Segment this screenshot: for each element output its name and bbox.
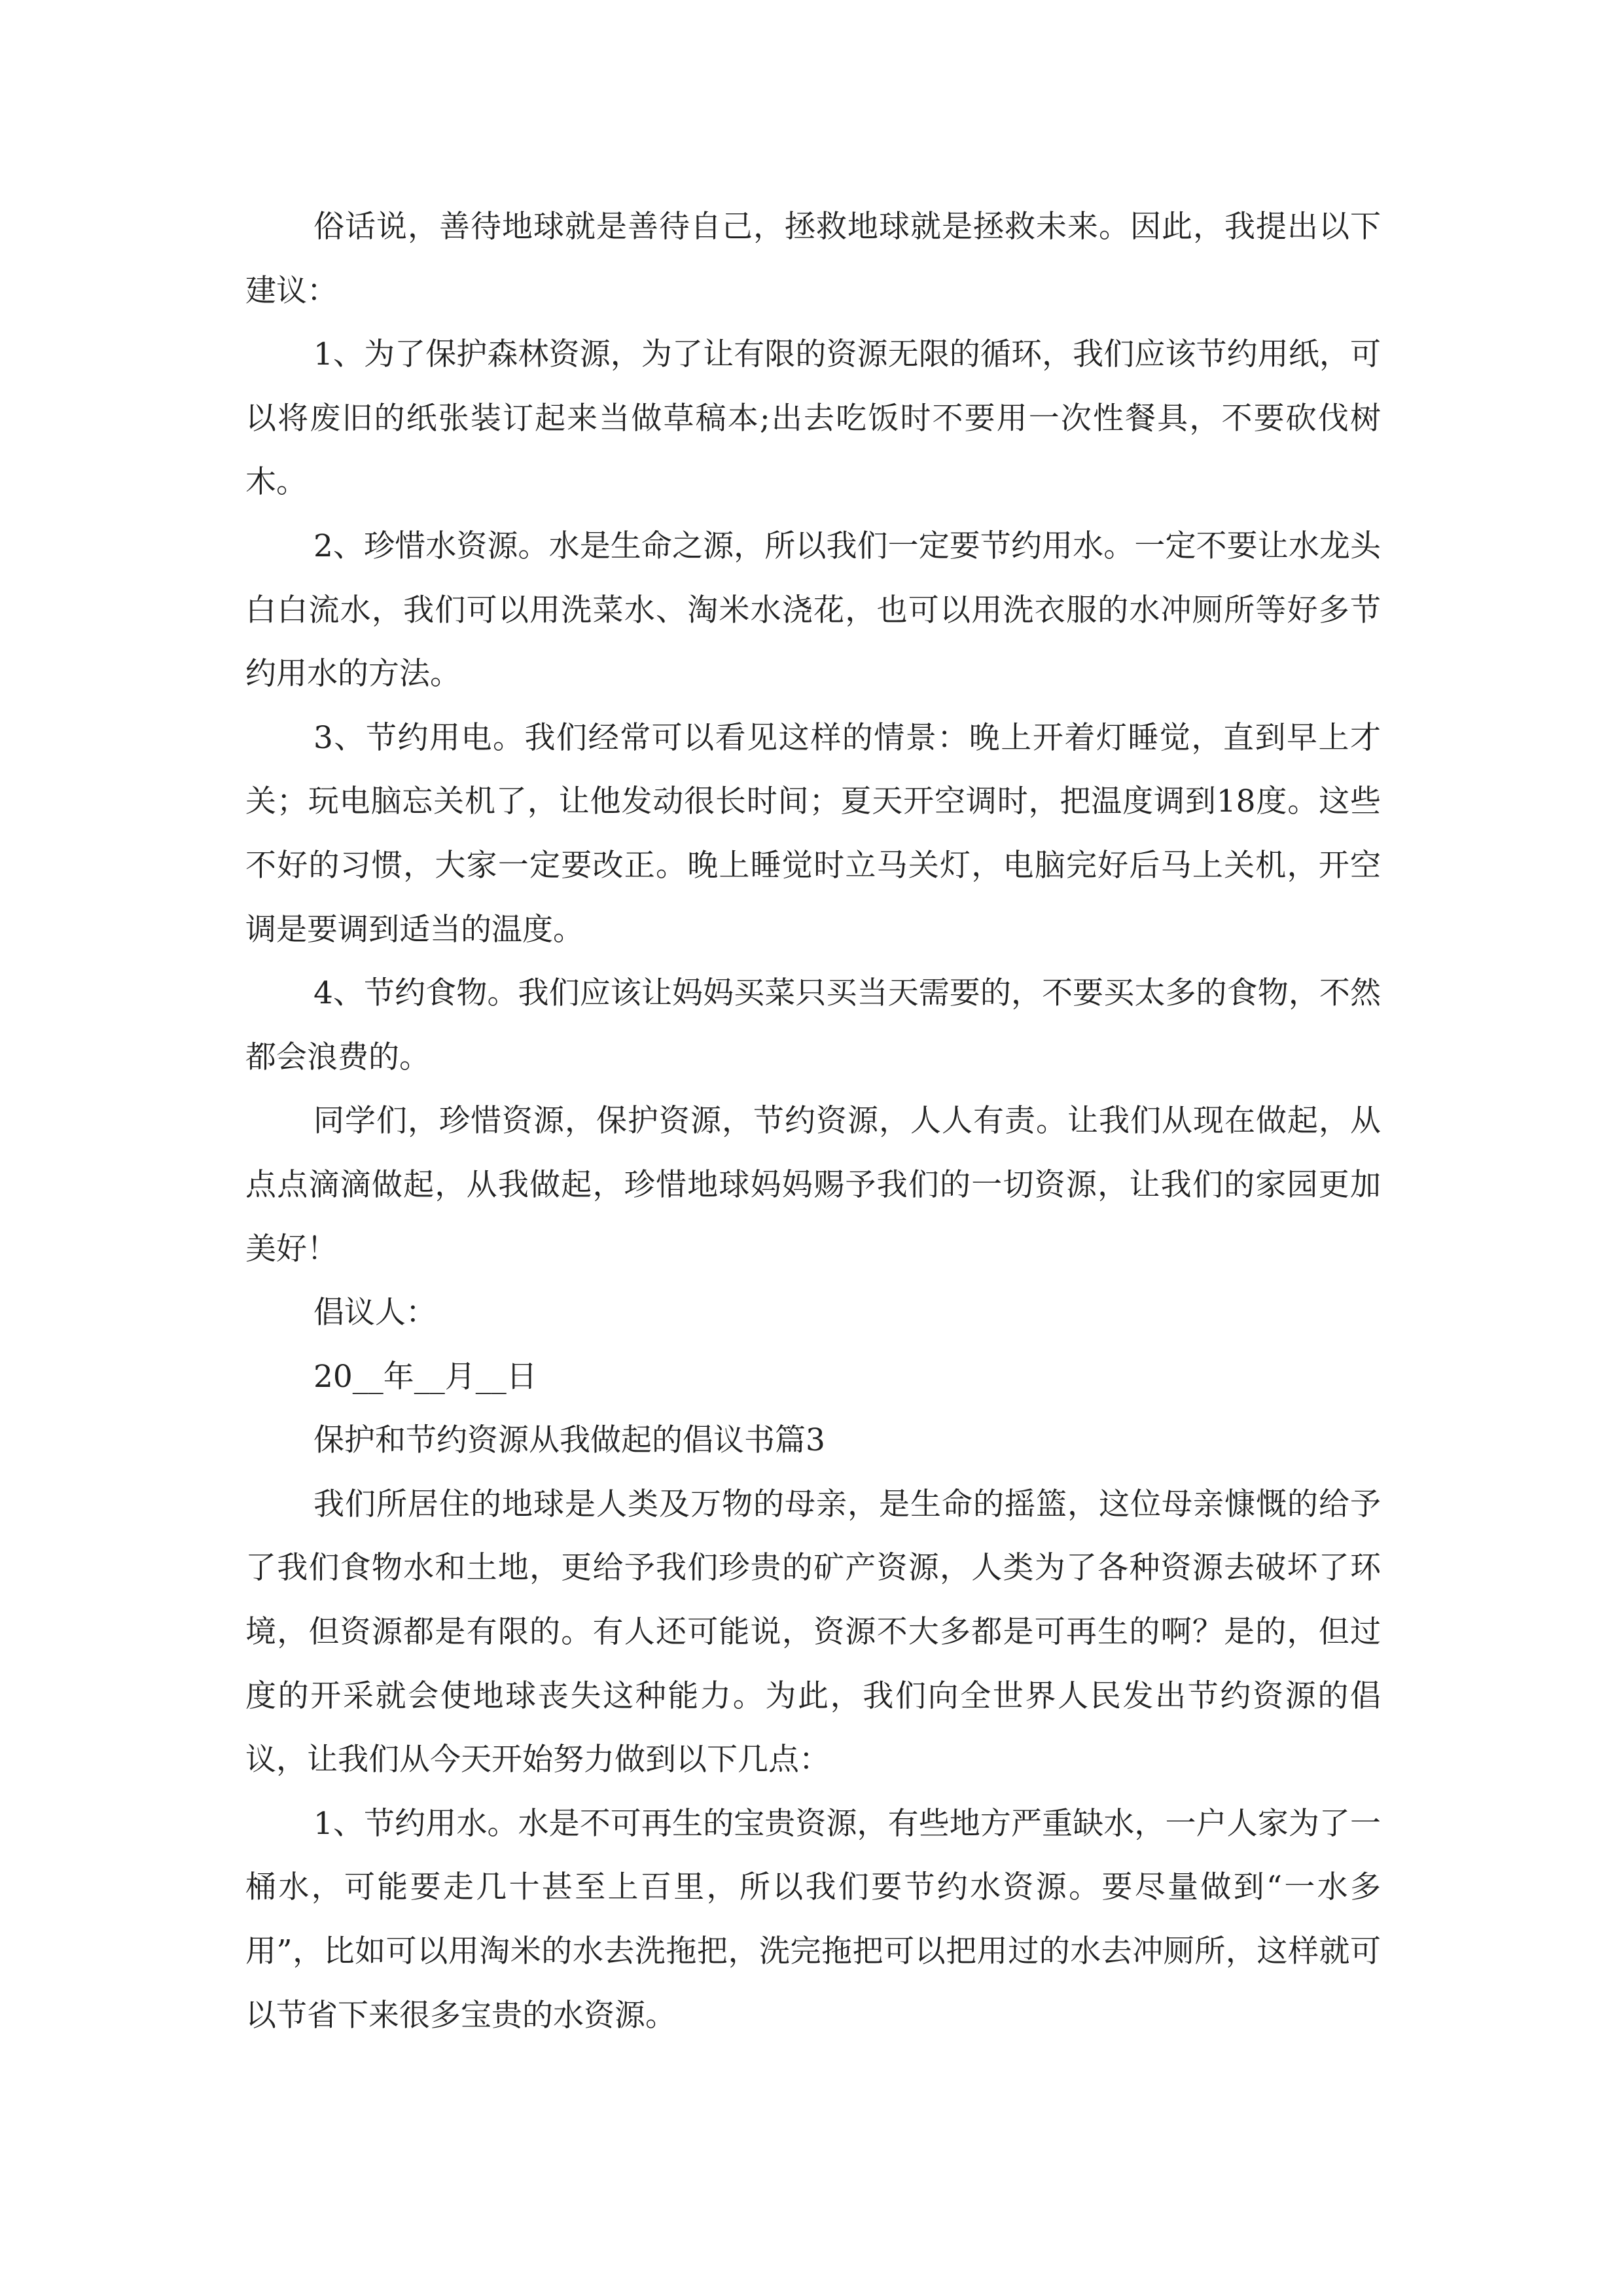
- suggestion-water-paragraph: 2、珍惜水资源。水是生命之源，所以我们一定要节约用水。一定不要让水龙头白白流水，我们可以用洗菜水、淘米水浇花，也可以用洗衣服的水冲厕所等好多节约用水的方法。: [245, 528, 1381, 692]
- section3-intro-paragraph: 我们所居住的地球是人类及万物的母亲，是生命的摇篮，这位母亲慷慨的给予了我们食物水和土地，更给予我们珍贵的矿产资源，人类为了各种资源去破坏了环境，但资源都是有限的。有人还可能说，资源不大多都是可再生的啊？是的，但过度的开采就会使地球丧失这种能力。为此，我们向全世界人民发出节约资源的倡议，让我们从今天开始努力做到以下几点：: [245, 1486, 1381, 1778]
- suggestion-food-paragraph: 4、节约食物。我们应该让妈妈买菜只买当天需要的，不要买太多的食物，不然都会浪费的。: [245, 975, 1381, 1075]
- section3-water-paragraph: 1、节约用水。水是不可再生的宝贵资源，有些地方严重缺水，一户人家为了一桶水，可能要走几十甚至上百里，所以我们要节约水资源。要尽量做到“一水多用”，比如可以用淘米的水去洗拖把，洗完拖把可以把用过的水去冲厕所，这样就可以节省下来很多宝贵的水资源。: [245, 1805, 1381, 2034]
- suggestion-forest-paragraph: 1、为了保护森林资源，为了让有限的资源无限的循环，我们应该节约用纸，可以将废旧的纸张装订起来当做草稿本;出去吃饭时不要用一次性餐具，不要砍伐树木。: [245, 336, 1381, 501]
- suggestion-electricity-paragraph: 3、节约用电。我们经常可以看见这样的情景：晚上开着灯睡觉，直到早上才关；玩电脑忘关机了，让他发动很长时间；夏天开空调时，把温度调到18度。这些不好的习惯，大家一定要改正。晚上睡觉时立马关灯，电脑完好后马上关机，开空调是要调到适当的温度。: [245, 719, 1381, 948]
- intro-paragraph: 俗话说，善待地球就是善待自己，拯救地球就是拯救未来。因此，我提出以下建议：: [245, 209, 1381, 309]
- closing-paragraph: 同学们，珍惜资源，保护资源，节约资源，人人有责。让我们从现在做起，从点点滴滴做起，从我做起，珍惜地球妈妈赐予我们的一切资源，让我们的家园更加美好！: [245, 1103, 1381, 1267]
- date-line: 20__年__月__日: [313, 1358, 537, 1395]
- document-body: [245, 195, 1381, 2047]
- signature-line: 倡议人：: [313, 1295, 437, 1331]
- section-title: 保护和节约资源从我做起的倡议书篇3: [313, 1422, 825, 1459]
